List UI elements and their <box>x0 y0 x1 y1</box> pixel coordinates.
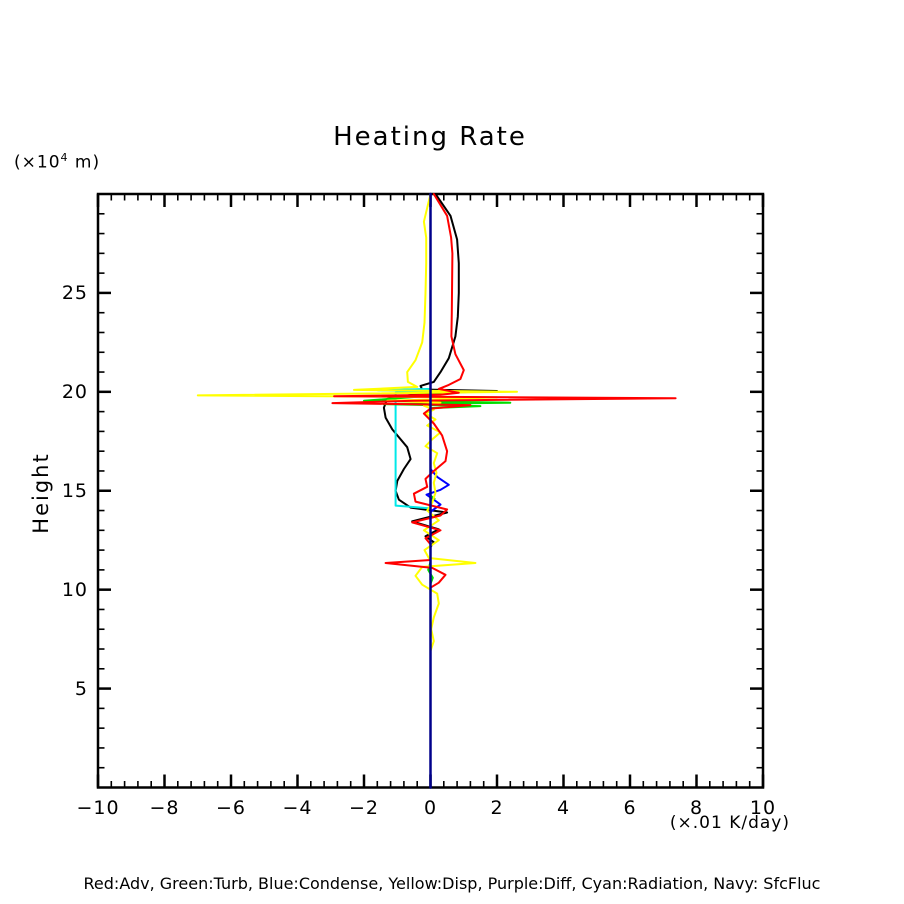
y-axis-title: Height <box>29 452 53 534</box>
x-tick-label: 4 <box>556 797 571 819</box>
series-radiation-line <box>378 194 442 788</box>
y-tick-label: 25 <box>61 281 88 304</box>
x-tick-label: 10 <box>749 797 777 819</box>
series-disp-line <box>198 194 517 651</box>
x-tick-label: 2 <box>490 797 504 819</box>
x-tick-label: −6 <box>215 797 246 819</box>
y-unit-post: m) <box>68 152 101 173</box>
legend-text: Red:Adv, Green:Turb, Blue:Condense, Yellow:Disp, Purple:Diff, Cyan:Radiation, Navy: SfcFluc <box>83 874 821 893</box>
y-tick-label: 5 <box>74 677 88 700</box>
x-axis-unit-label: (×.01 K/day) <box>669 813 790 833</box>
x-tick-label: −8 <box>149 797 180 819</box>
page-title: Heating Rate <box>333 122 527 152</box>
x-tick-label: −10 <box>76 797 120 819</box>
y-tick-label: 15 <box>61 479 88 502</box>
y-tick-label: 20 <box>61 380 88 403</box>
series-adv-line <box>332 194 675 788</box>
y-unit-pre: (×10 <box>14 152 61 173</box>
x-tick-label: −4 <box>282 797 313 819</box>
x-tick-label: −2 <box>348 797 379 819</box>
y-tick-label: 10 <box>61 578 88 601</box>
x-tick-label: 6 <box>623 797 637 819</box>
x-tick-label: 8 <box>689 797 704 819</box>
y-unit-exponent: 4 <box>60 151 69 164</box>
x-tick-label: 0 <box>423 797 438 819</box>
